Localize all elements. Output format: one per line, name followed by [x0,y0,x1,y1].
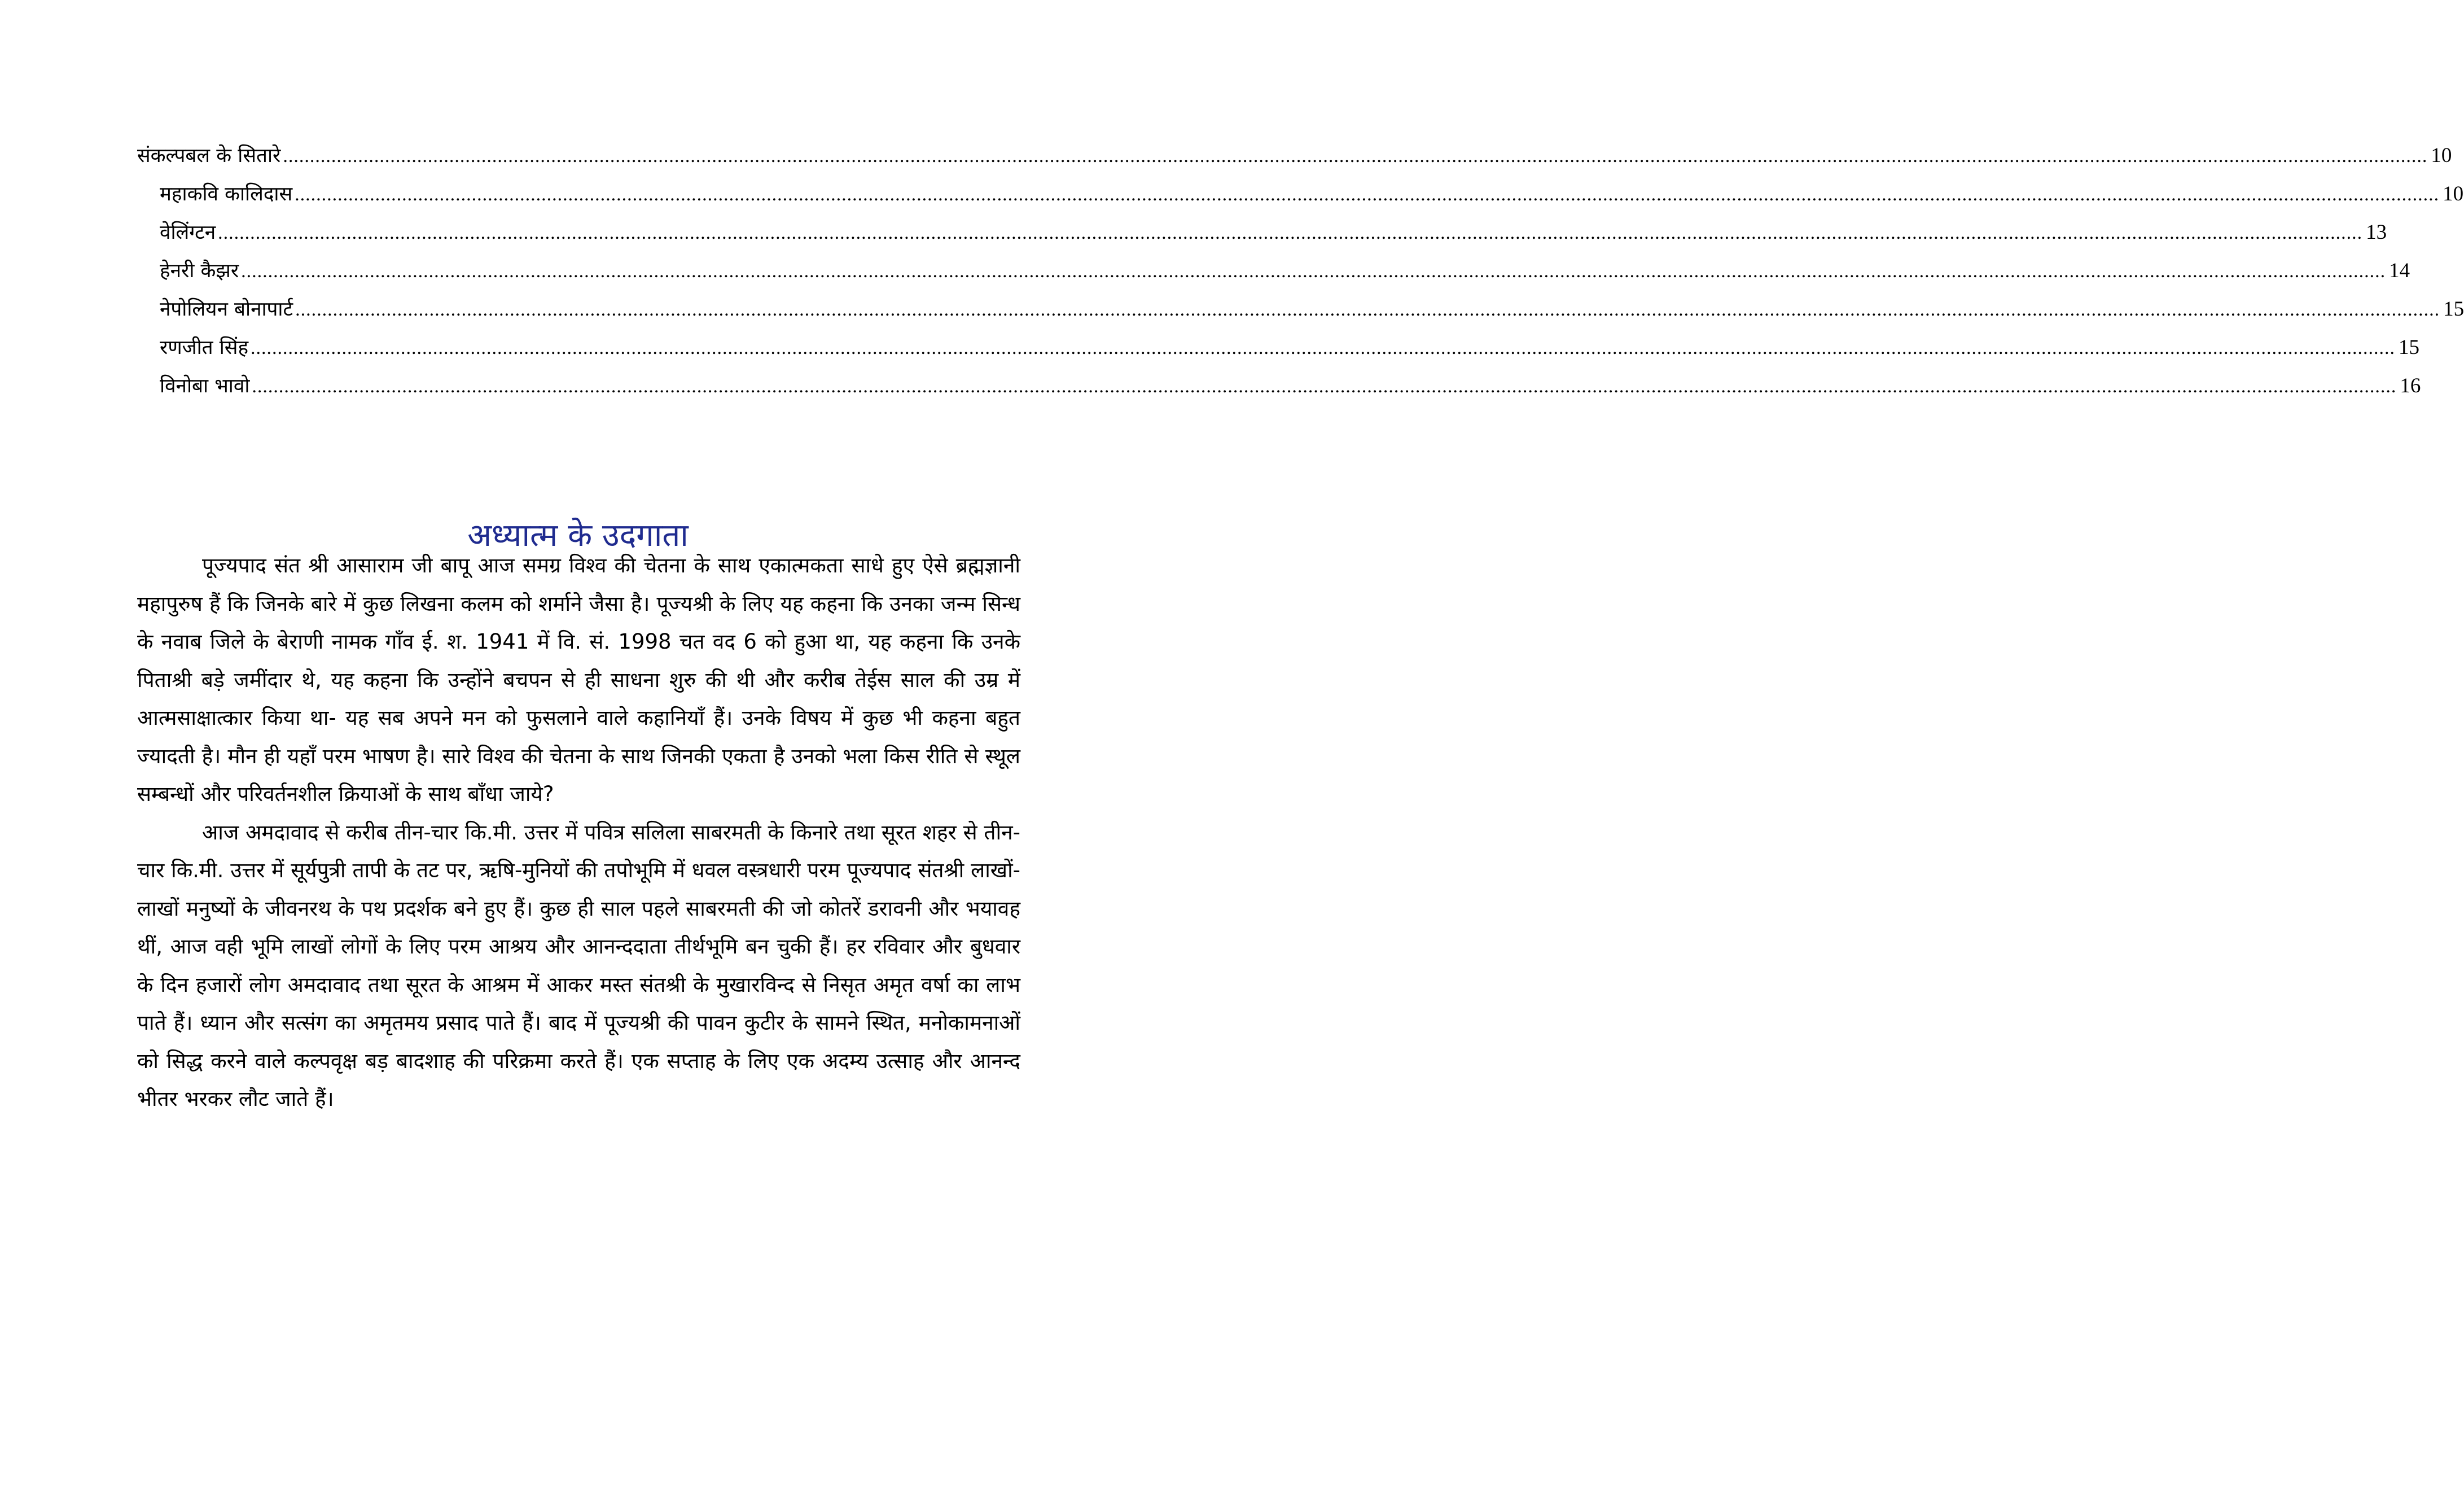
toc-entry-page: 13 [2366,221,2387,244]
toc-entry-title: संकल्पबल के सितारे [137,145,281,167]
toc-entry-page: 16 [2400,374,2421,397]
toc-leader-dots: ................................................................................................................................................................................................................................................................................................................................................................................................................ [251,338,2396,358]
toc-entry-page: 10 [2431,144,2452,167]
toc-entry-title: रणजीत सिंह [160,336,249,359]
table-of-contents [137,140,2464,409]
toc-entry[interactable] [137,217,2387,255]
toc-entry-title: नेपोलियन बोनापार्ट [160,298,293,321]
toc-entry[interactable] [137,255,2410,294]
toc-leader-dots: ................................................................................................................................................................................................................................................................................................................................................................................................................ [218,222,2363,243]
toc-leader-dots: ................................................................................................................................................................................................................................................................................................................................................................................................................ [241,261,2386,282]
toc-entry-title: महाकवि कालिदास [160,183,293,205]
section-heading: अध्यात्म के उदगाता [467,517,689,554]
toc-entry[interactable] [137,140,2452,178]
toc-entry-title: विनोबा भावो [160,375,250,397]
toc-entry-title: वेलिंग्टन [160,221,216,244]
toc-entry-title: हेनरी कैझर [160,260,239,282]
body-paragraph: आज अमदावाद से करीब तीन-चार कि.मी. उत्तर में पवित्र सलिला साबरमती के किनारे तथा सूरत शहर से तीन-चार कि.मी. उत्तर में सूर्यपुत्री तापी के तट पर, ऋषि-मुनियों की तपोभूमि में धवल वस्त्रधारी परम पूज्यपाद संतश्री लाखों-लाखों मनुष्यों के जीवनरथ के पथ प्रदर्शक बने हुए हैं। कुछ ही साल पहले साबरमती की जो कोतरें डरावनी और भयावह थीं, आज वही भूमि लाखों लोगों के लिए परम आश्रय और आनन्ददाता तीर्थभूमि बन चुकी हैं। हर रविवार और बुधवार के दिन हजारों लोग अमदावाद तथा सूरत के आश्रम में आकर मस्त संतश्री के मुखारविन्द से निसृत अमृत वर्षा का लाभ पाते हैं। ध्यान और सत्संग का अमृतमय प्रसाद पाते हैं। बाद में पूज्यश्री की पावन कुटीर के सामने स्थित, मनोकामनाओं को सिद्ध करने वाले कल्पवृक्ष बड़ बादशाह की परिक्रमा करते हैं। एक सप्ताह के लिए एक अदम्य उत्साह और आनन्द भीतर भरकर लौट जाते हैं। [137,820,1020,1111]
toc-entry-page: 14 [2389,259,2410,282]
toc-leader-dots: ................................................................................................................................................................................................................................................................................................................................................................................................................ [252,376,2397,397]
toc-entry-page: 15 [2443,298,2464,321]
section-body [137,546,1020,1118]
toc-entry[interactable] [137,370,2421,409]
toc-leader-dots: ................................................................................................................................................................................................................................................................................................................................................................................................................ [283,146,2428,167]
toc-leader-dots: ................................................................................................................................................................................................................................................................................................................................................................................................................ [295,184,2440,205]
toc-entry-page: 15 [2399,336,2420,359]
body-paragraph: पूज्यपाद संत श्री आसाराम जी बापू आज समग्र विश्व की चेतना के साथ एकात्मकता साधे हुए ऐसे ब्रह्मज्ञानी महापुरुष हैं कि जिनके बारे में कुछ लिखना कलम को शर्माने जैसा है। पूज्यश्री के लिए यह कहना कि उनका जन्म सिन्ध के नवाब जिले के बेराणी नामक गाँव ई. श. 1941 में वि. सं. 1998 चत वद 6 को हुआ था, यह कहना कि उनके पिताश्री बड़े जमींदार थे, यह कहना कि उन्होंने बचपन से ही साधना शुरु की थी और करीब तेईस साल की उम्र में आत्मसाक्षात्कार किया था- यह सब अपने मन को फुसलाने वाले कहानियाँ हैं। उनके विषय में कुछ भी कहना बहुत ज्यादती है। मौन ही यहाँ परम भाषण है। सारे विश्व की चेतना के साथ जिनकी एकता है उनको भला किस रीति से स्थूल सम्बन्धों और परिवर्तनशील क्रियाओं के साथ बाँधा जाये? [137,553,1020,806]
toc-leader-dots: ................................................................................................................................................................................................................................................................................................................................................................................................................ [295,299,2440,320]
toc-entry[interactable] [137,178,2464,217]
toc-entry-page: 10 [2443,182,2464,205]
toc-entry[interactable] [137,294,2464,332]
toc-entry[interactable] [137,332,2420,370]
